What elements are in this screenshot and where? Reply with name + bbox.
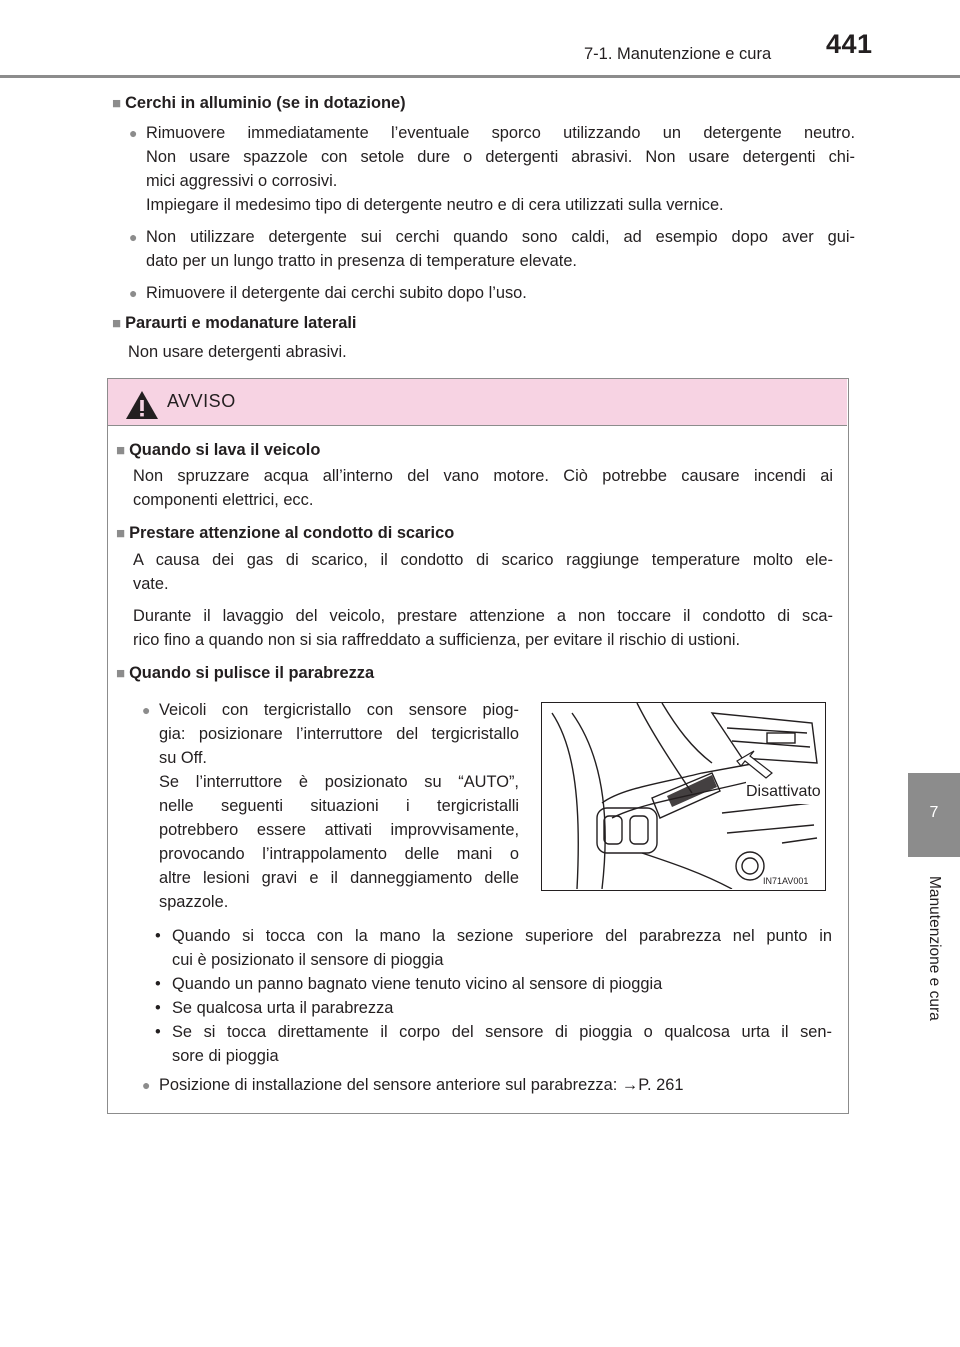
circle-bullet-icon: ● <box>129 125 138 141</box>
sub-bullet-mark: • <box>155 1023 161 1041</box>
list-item: • Quando si tocca con la mano la sezione superiore del parabrezza nel punto in cui è posizionato il sensore di pioggia <box>172 924 832 972</box>
section-heading-paraurti: ■ Paraurti e modanature laterali <box>112 314 357 332</box>
list-item: ● Posizione di installazione del sensore anteriore sul parabrezza: →P. 261 <box>159 1073 829 1097</box>
sub-bullet-mark: • <box>155 999 161 1017</box>
header-divider <box>0 75 960 78</box>
square-bullet-icon: ■ <box>112 315 122 332</box>
square-bullet-icon: ■ <box>116 442 126 459</box>
list-item: • Se si tocca direttamente il corpo del sensore di pioggia o qualcosa urta il sen- sore di pioggia <box>172 1020 832 1068</box>
list-item: ● Veicoli con tergicristallo con sensore piog- gia: posizionare l’interruttore del tergicristallo su Off. Se l’interruttore è posizionato su “AUTO”, nelle seguenti situazioni i tergicristalli potrebbero essere attivati improvvisamente, provocando l’intrappolamento delle mani o altre lesioni gravi e il danneggiamento delle spazzole. <box>159 698 519 914</box>
warning-triangle-icon <box>125 390 159 420</box>
warning-paragraph: A causa dei gas di scarico, il condotto di scarico raggiunge temperature molto ele- vate. <box>133 551 833 593</box>
list-item: ● Rimuovere il detergente dai cerchi subito dopo l’uso. <box>146 281 855 305</box>
header-section-title: 7-1. Manutenzione e cura <box>584 45 772 63</box>
figure-label-disattivato: Disattivato <box>746 780 821 804</box>
circle-bullet-icon: ● <box>129 229 138 245</box>
warning-paragraph: Non spruzzare acqua all’interno del vano motore. Ciò potrebbe causare incendi ai componenti elettrici, ecc. <box>133 467 833 509</box>
circle-bullet-icon: ● <box>142 702 151 718</box>
circle-bullet-icon: ● <box>142 1077 151 1093</box>
list-item: • Quando un panno bagnato viene tenuto vicino al sensore di pioggia <box>172 972 832 996</box>
square-bullet-icon: ■ <box>112 95 122 112</box>
square-bullet-icon: ■ <box>116 665 126 682</box>
warning-heading-lavaggio: ■ Quando si lava il veicolo <box>116 441 321 459</box>
square-bullet-icon: ■ <box>116 525 126 542</box>
chapter-number: 7 <box>929 804 939 821</box>
sub-bullet-mark: • <box>155 927 161 945</box>
section-heading-cerchi: ■ Cerchi in alluminio (se in dotazione) <box>112 94 406 112</box>
sub-bullet-mark: • <box>155 975 161 993</box>
chapter-label: Manutenzione e cura <box>926 876 943 1021</box>
list-item: ● Non utilizzare detergente sui cerchi quando sono caldi, ad esempio dopo aver gui- dato per un lungo tratto in presenza di temperature elevate. <box>146 225 855 273</box>
warning-heading-scarico: ■ Prestare attenzione al condotto di scarico <box>116 524 455 542</box>
warning-title: AVVISO <box>167 391 236 411</box>
list-item: ● Rimuovere immediatamente l’eventuale sporco utilizzando un detergente neutro. Non usare spazzole con setole dure o detergenti abrasivi. Non usare detergenti chi- mici aggressivi o corrosivi. Impiegare il medesimo tipo di detergente neutro e di cera utilizzati sulla vernice. <box>146 121 855 217</box>
list-item: • Se qualcosa urta il parabrezza <box>172 996 832 1020</box>
figure-code: IN71AV001 <box>763 876 809 886</box>
circle-bullet-icon: ● <box>129 285 138 301</box>
page-number: 441 <box>826 29 873 59</box>
warning-heading-parabrezza: ■ Quando si pulisce il parabrezza <box>116 664 375 682</box>
warning-paragraph: Durante il lavaggio del veicolo, prestare attenzione a non toccare il condotto di sca- rico fino a quando non si sia raffreddato a sufficienza, per evitare il rischio di ustioni. <box>133 607 833 649</box>
section-text: Non usare detergenti abrasivi. <box>128 343 347 361</box>
chapter-tab <box>908 773 960 857</box>
